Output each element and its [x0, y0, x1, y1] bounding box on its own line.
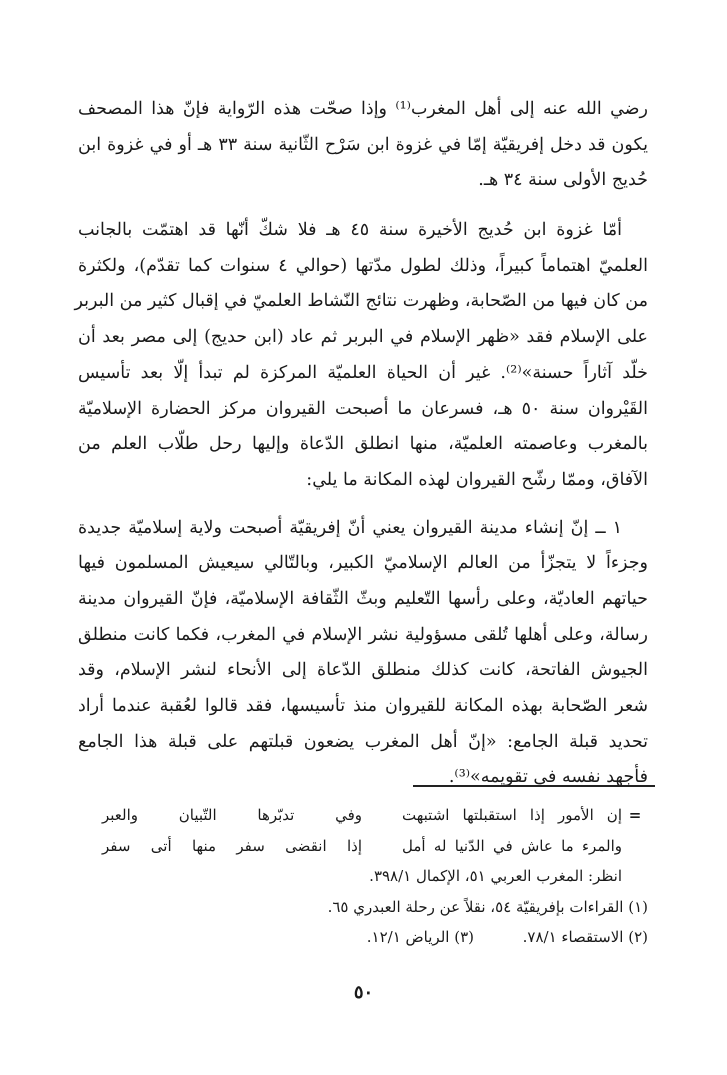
body-line: من كان فيها من الصّحابة، وظهرت نتائج النّشاط العلميّ في إقبال كثير من البربر: [74, 291, 648, 312]
body-line: يكون قد دخل إفريقيّة إمّا في غزوة ابن سَرْح الثّانية سنة ٣٣ هـ أو في غزوة ابن: [78, 134, 648, 155]
footnotes: [78, 800, 648, 953]
body-line: حياتهم العاديّة، وعلى رأسها التّعليم وبثّ الثّقافة الإسلاميّة، فإنّ القيروان مدينة: [78, 588, 648, 609]
footnote-row: [78, 922, 648, 953]
body-line: فأجهد نفسه في تقويمه»⁽³⁾.: [448, 767, 648, 788]
body-line: وجزءاً لا يتجزّأ من العالم الإسلاميّ الكبير، وبالتّالي سيعيش المسلمون فيها: [78, 553, 648, 574]
footnote-separator: [413, 785, 655, 787]
body-line: الآفاق، وممّا رشّح القيروان لهذه المكانة ما يلي:: [306, 469, 648, 490]
body-line: رسالة، وعلى أهلها تُلقى مسؤولية نشر الإسلام في المغرب، فكما كانت منطلق: [78, 624, 648, 645]
body-line: شعر الصّحابة بهذه المكانة للقيروان منذ تأسيسها، فقد قالوا لعُقبة عندما أراد: [78, 696, 648, 716]
body-line: العلميّ اهتماماً كبيراً، وذلك لطول مدّتها (حوالي ٤ سنوات كما تقدّم)، ولكثرة: [78, 255, 648, 276]
body-line: القَيْروان سنة ٥٠ هـ، فسرعان ما أصبحت القيروان مركز الحضارة الإسلاميّة: [78, 398, 648, 419]
body-line: على الإسلام فقد «ظهر الإسلام في البربر ثم عاد (ابن حديج) إلى مصر بعد أن: [78, 327, 648, 348]
body-line: تحديد قبلة الجامع: «إنّ أهل المغرب يضعون قبلتهم على قبلة هذا الجامع: [78, 731, 648, 752]
footnote-source: انظر: المغرب العربي ٥١، الإكمال ٣٩٨/١.: [369, 867, 622, 885]
body-line: خلّد آثاراً حسنة»⁽²⁾. غير أن الحياة العلميّة المركزة لم تبدأ إلّا بعد تأسيس: [78, 362, 648, 383]
verse-second-hemistich: إذا انقضى سفر منها أتى سفر: [102, 836, 362, 855]
poem-verse: [78, 831, 648, 862]
body-line: رضي الله عنه إلى أهل المغرب⁽¹⁾ وإذا صحّت هذه الرّواية فإنّ هذا المصحف: [78, 99, 648, 119]
body-line: ١ ــ إنّ إنشاء مدينة القيروان يعني أنّ إفريقيّة أصبحت ولاية إسلاميّة جديدة: [78, 517, 622, 538]
footnote-3: (٣) الرياض ١٢/١.: [366, 928, 474, 946]
footnote-2: (٢) الاستقصاء ٧٨/١.: [522, 928, 648, 946]
body-line: حُديج الأولى سنة ٣٤ هـ.: [478, 170, 648, 191]
continuation-marker: =: [628, 806, 642, 824]
body-line: بالمغرب وعاصمته العلميّة، منها انطلق الدّعاة وإليها رحل طلّاب العلم من: [78, 434, 648, 455]
body-line: الجيوش الفاتحة، كانت كذلك منطلق الدّعاة إلى الأنحاء لنشر الإسلام، وقد: [78, 660, 648, 681]
verse-second-hemistich: وفي تدبّرها التّبيان والعبر: [102, 806, 362, 824]
page-number: ٥٠: [353, 982, 374, 1003]
verse-first-hemistich: والمرء ما عاش في الدّنيا له أمل: [402, 836, 622, 855]
main-text: [74, 92, 648, 796]
poem-verse: [78, 800, 648, 831]
verse-first-hemistich: إن الأمور إذا استقبلتها اشتبهت: [402, 806, 622, 824]
footnote-1: (١) القراءات بإفريقيّة ٥٤، نقلاً عن رحلة العبدري ٦٥.: [327, 897, 648, 916]
body-line: أمّا غزوة ابن حُديج الأخيرة سنة ٤٥ هـ فلا شكّ أنّها قد اهتمّت بالجانب: [78, 220, 622, 241]
